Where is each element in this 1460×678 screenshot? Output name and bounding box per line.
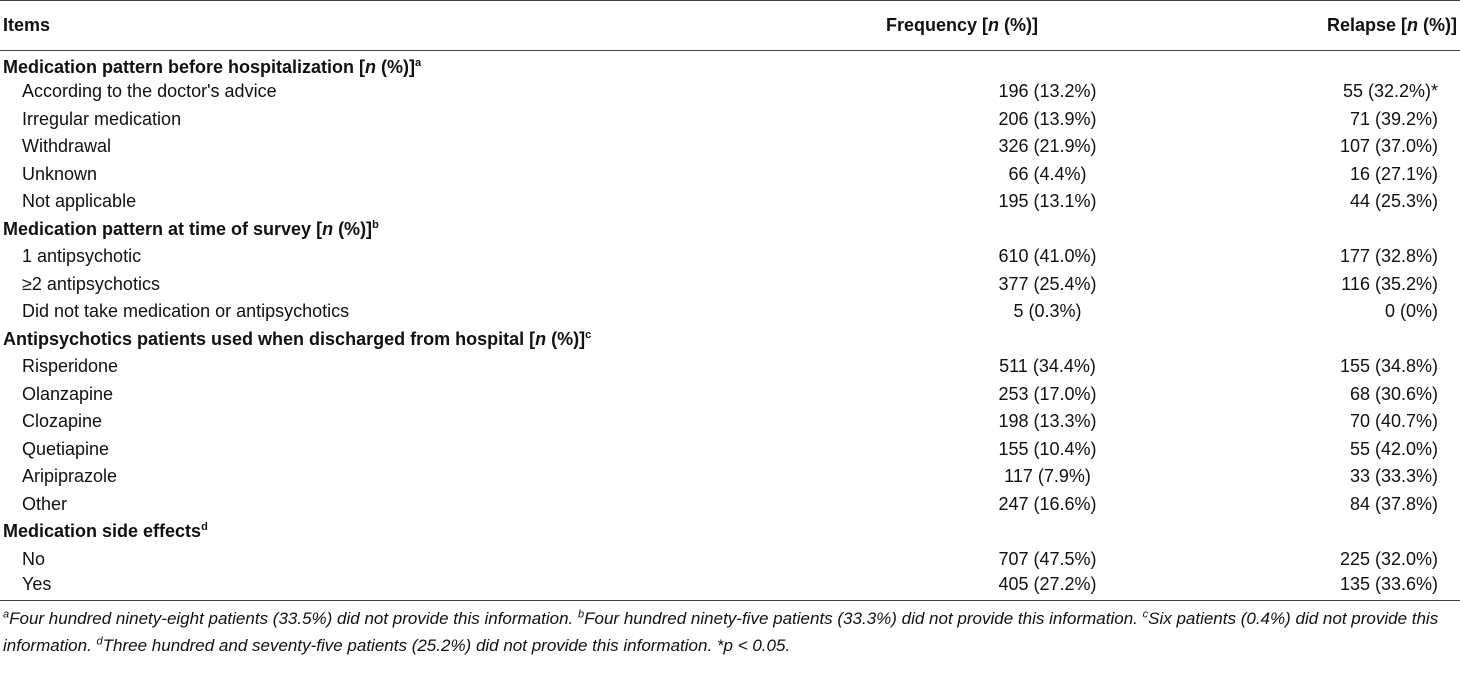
frequency-cell: 5 (0.3%) (1013, 301, 1082, 322)
footnote-marker: c (1142, 608, 1149, 621)
frequency-cell: 610 (41.0%) (998, 246, 1097, 267)
frequency-cell: 117 (7.9%) (1004, 466, 1091, 487)
table-row (0, 106, 1460, 134)
row-label: 1 antipsychotic (22, 246, 142, 267)
row-label: Yes (0, 573, 780, 601)
relapse-cell: 155 (34.8%) (1339, 356, 1438, 377)
frequency-cell: 206 (13.9%) (998, 108, 1097, 129)
table-row (0, 463, 1460, 491)
frequency-cell: 198 (13.3%) (998, 411, 1097, 432)
table-row (0, 353, 1460, 381)
header-items: Items (0, 1, 780, 51)
table-body (0, 51, 1460, 601)
row-label: Irregular medication (22, 108, 182, 129)
relapse-cell: 135 (33.6%) (1160, 573, 1460, 601)
table-footnotes (0, 601, 1460, 659)
frequency-cell: 326 (21.9%) (998, 136, 1097, 157)
table-row (0, 133, 1460, 161)
header-relapse: Relapse [n (%)] (1160, 1, 1460, 51)
relapse-cell: 0 (0%) (1384, 301, 1438, 322)
table-row (0, 546, 1460, 574)
row-label: Aripiprazole (22, 466, 118, 487)
relapse-cell: 225 (32.0%) (1339, 548, 1438, 569)
row-label: ≥2 antipsychotics (22, 273, 160, 294)
table-row (0, 271, 1460, 299)
relapse-cell: 84 (37.8%) (1349, 493, 1438, 514)
row-label: Did not take medication or antipsychotics (22, 301, 350, 322)
frequency-cell: 66 (4.4%) (1008, 163, 1087, 184)
frequency-cell: 247 (16.6%) (998, 493, 1097, 514)
relapse-cell: 55 (32.2%)* (1342, 81, 1438, 102)
row-label: According to the doctor's advice (22, 81, 277, 102)
row-label: Withdrawal (22, 136, 112, 157)
footnote-text: Three hundred and seventy-five patients (25.2%) did not provide this information. (102, 636, 717, 655)
frequency-cell: 511 (34.4%) (999, 356, 1096, 377)
footnote-marker: d (96, 635, 103, 648)
row-label: Unknown (22, 163, 98, 184)
table-row (0, 243, 1460, 271)
footnote-marker: a (415, 57, 422, 69)
row-label: Olanzapine (22, 383, 114, 404)
frequency-cell: 405 (27.2%) (780, 573, 1160, 601)
row-label: Quetiapine (22, 438, 110, 459)
section-heading-row (0, 326, 1460, 354)
section-heading-row (0, 51, 1460, 79)
row-label: Risperidone (22, 356, 119, 377)
table-row (0, 188, 1460, 216)
frequency-cell: 377 (25.4%) (998, 273, 1097, 294)
frequency-cell: 196 (13.2%) (998, 81, 1097, 102)
table-row (0, 436, 1460, 464)
relapse-cell: 116 (35.2%) (1341, 273, 1438, 294)
frequency-cell: 155 (10.4%) (998, 438, 1097, 459)
row-label: Clozapine (22, 411, 103, 432)
section-heading: Antipsychotics patients used when discharged from hospital [n (%)]$^c$ (3, 328, 592, 349)
header-row (0, 1, 1460, 51)
section-heading-row (0, 518, 1460, 546)
footnote-marker: a (3, 608, 10, 621)
footnote-text: Four hundred ninety-five patients (33.3%) did not provide this information. (584, 609, 1143, 628)
section-heading: Medication pattern at time of survey [n (%)]$^b$ (3, 218, 379, 239)
relapse-cell: 70 (40.7%) (1349, 411, 1438, 432)
relapse-cell: 68 (30.6%) (1349, 383, 1438, 404)
frequency-cell: 253 (17.0%) (998, 383, 1097, 404)
header-frequency: Frequency [n (%)] (780, 1, 1160, 51)
table-row (0, 573, 1460, 601)
table-row (0, 78, 1460, 106)
footnote-marker: d (201, 521, 208, 534)
table-row (0, 491, 1460, 519)
frequency-cell: 707 (47.5%) (998, 548, 1097, 569)
relapse-cell: 33 (33.3%) (1349, 466, 1438, 487)
footnote-text: Six patients (0.4%) did not provide this information. (3, 609, 1439, 655)
relapse-cell: 44 (25.3%) (1349, 191, 1438, 212)
footnote-marker: b (578, 608, 585, 621)
footnote-marker: b (372, 218, 379, 231)
relapse-cell: 71 (39.2%) (1349, 108, 1438, 129)
row-label: Other (22, 493, 68, 514)
footnote-marker: c (585, 328, 592, 341)
relapse-cell: 55 (42.0%) (1349, 438, 1438, 459)
relapse-cell: 107 (37.0%) (1339, 136, 1438, 157)
table-header (0, 1, 1460, 51)
frequency-cell: 195 (13.1%) (998, 191, 1097, 212)
section-heading-row (0, 216, 1460, 244)
section-heading: Medication pattern before hospitalization [n (%)]$^a$ (3, 57, 422, 77)
row-label: Not applicable (22, 191, 137, 212)
table-row (0, 381, 1460, 409)
relapse-cell: 177 (32.8%) (1339, 246, 1438, 267)
table-row (0, 408, 1460, 436)
relapse-cell: 16 (27.1%) (1349, 163, 1438, 184)
row-label: No (22, 548, 46, 569)
table-row (0, 298, 1460, 326)
table-row (0, 161, 1460, 189)
section-heading: Medication side effects$^d$ (3, 521, 208, 542)
footnote-text: Four hundred ninety-eight patients (33.5%) did not provide this information. (9, 609, 579, 628)
significance-note: *p < 0.05. (716, 636, 791, 655)
